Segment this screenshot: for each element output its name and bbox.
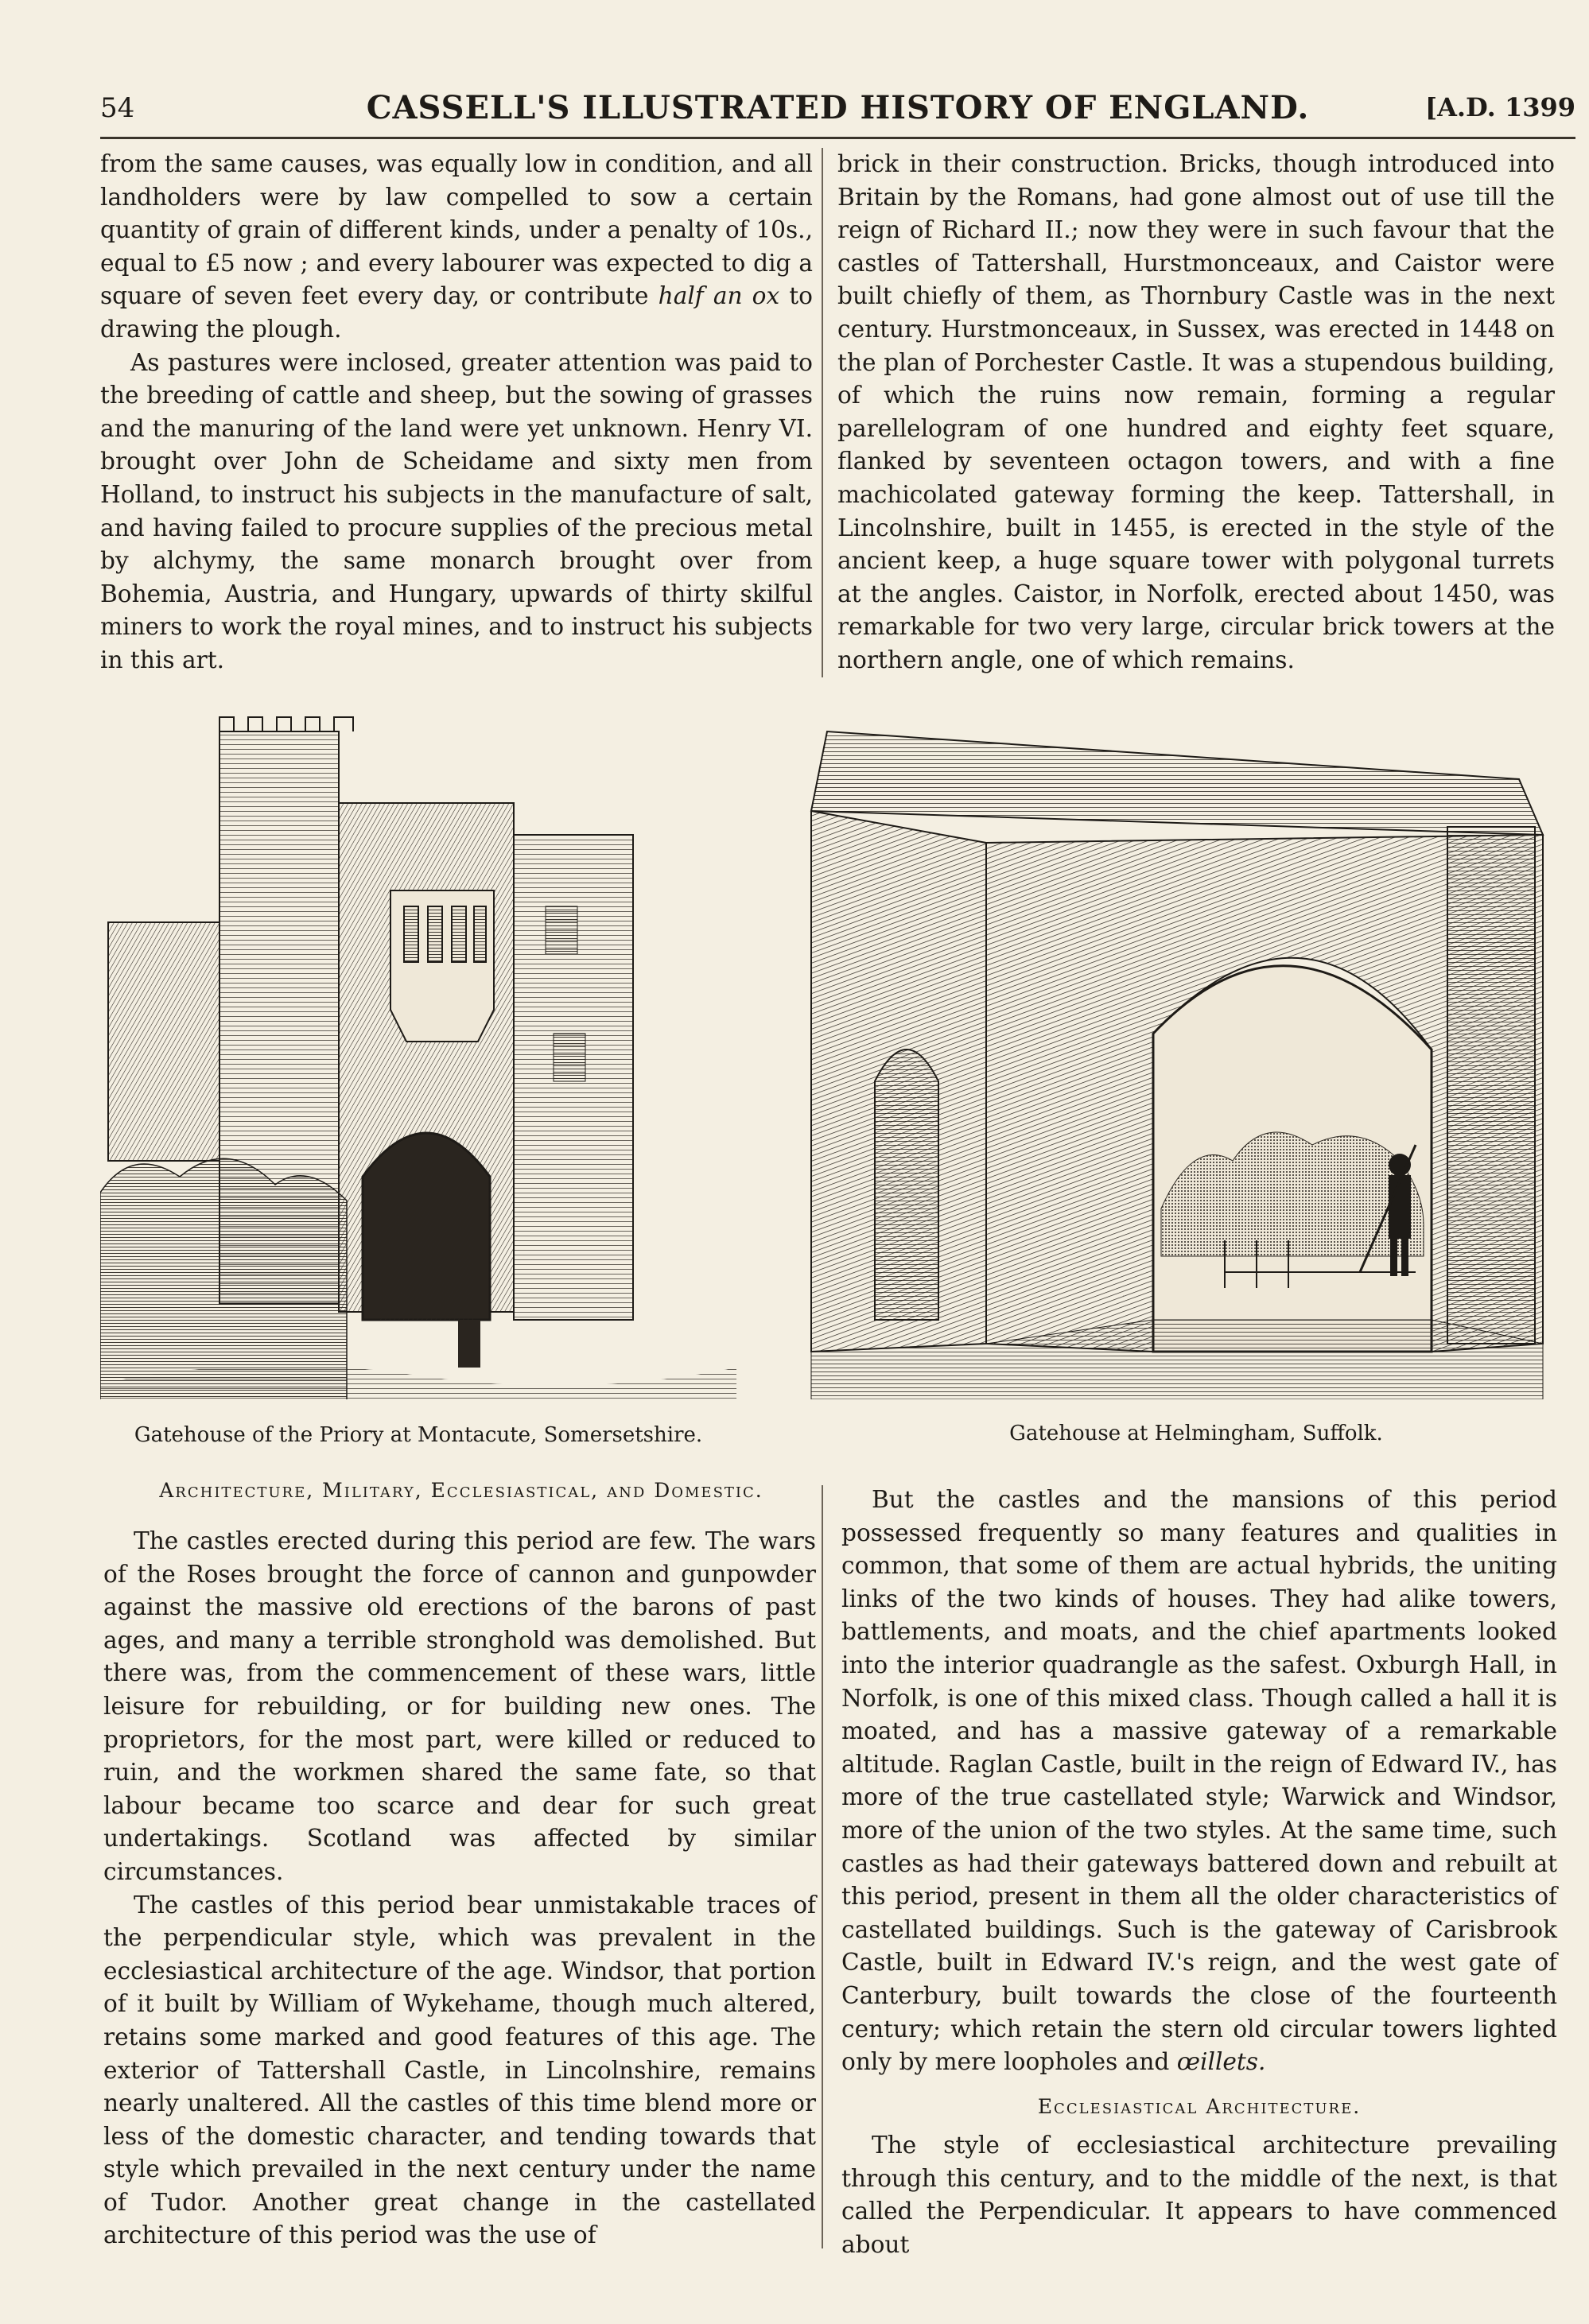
- column-divider-top: [822, 148, 823, 677]
- column-left-top: [100, 148, 813, 677]
- running-title: CASSELL'S ILLUSTRATED HISTORY OF ENGLAND.: [366, 89, 1310, 126]
- column-left-bottom: [103, 1525, 816, 2252]
- paragraph: The style of ecclesiastical architecture prevailing through this century, and to the middle of the next, is that called the Perpendicular. It appears to have commenced about: [841, 2132, 1557, 2259]
- paragraph: from the same causes, was equally low in condition, and all landholders were by law compelled to sow a certain quantity of grain of different kinds, under a penalty of 10s., equal to £5 now ; and every labourer was expected to dig a square of seven feet every day, or contribute half an ox to drawing the plough.: [100, 150, 813, 343]
- paragraph: The castles erected during this period are few. The wars of the Roses brought the force of cannon and gunpowder against the massive old erections of the barons of past ages, and many a terrible stronghold was demolished. But there was, from the commencement of these wars, little leisure for rebuilding, or for building new ones. The proprietors, for the most part, were killed or reduced to ruin, and the workmen shared the same fate, so that labour became too scarce and dear for such great undertakings. Scotland was affected by similar circumstances.: [103, 1527, 816, 1885]
- header-rule: [100, 137, 1575, 139]
- gatehouse-engraving: [100, 716, 736, 1399]
- figure-montacute-gatehouse: [100, 716, 736, 1399]
- caption-left: Gatehouse of the Priory at Montacute, Somersetshire.: [134, 1423, 703, 1447]
- column-right-bottom: [841, 1484, 1557, 2262]
- date-range: [A.D. 1399: [1424, 92, 1575, 122]
- gateway-engraving: [779, 716, 1575, 1399]
- paragraph: But the castles and the mansions of this period possessed frequently so many features and qualities in common, that some of them are actual hybrids, the uniting links of the two kinds of houses. They had alike towers, battlements, and moats, and the chief apartments looked into the interior quadrangle as the safest. Oxburgh Hall, in Norfolk, is one of this mixed class. Though called a hall it is moated, and has a massive gateway of a remarkable altitude. Raglan Castle, built in the reign of Edward IV., has more of the true castellated style; Warwick and Windsor, more of the union of the two styles. At the same time, such castles as had their gateways battered down and rebuilt at this period, present in them all the older characteristics of castellated buildings. Such is the gateway of Carisbrook Castle, built in Edward IV.'s reign, and the west gate of Canterbury, built towards the close of the fourteenth century; which retain the stern old circular towers lighted only by mere loopholes and œillets.: [841, 1486, 1557, 2076]
- caption-right: Gatehouse at Helmingham, Suffolk.: [1009, 1422, 1383, 1445]
- section-heading-ecclesiastical: Ecclesiastical Architecture.: [1037, 2094, 1362, 2118]
- section-heading-architecture: Architecture, Military, Ecclesiastical, and Domestic.: [159, 1479, 763, 1502]
- page-number: 54: [100, 92, 135, 124]
- paragraph: The castles of this period bear unmistakable traces of the perpendicular style, which was prevalent in the ecclesiastical architecture of the age. Windsor, that portion of it built by William of Wykehame, though much altered, retains some marked and good features of this age. The exterior of Tattershall Castle, in Lincolnshire, remains nearly unaltered. All the castles of this time blend more or less of the domestic character, and tending towards that style which prevailed in the next century under the name of Tudor. Another great change in the castellated architecture of this period was the use of: [103, 1891, 816, 2249]
- column-right-top: [837, 148, 1555, 677]
- figure-helmingham-gatehouse: [779, 716, 1575, 1399]
- paragraph: brick in their construction. Bricks, though introduced into Britain by the Romans, had gone almost out of use till the reign of Richard II.; now they were in such favour that the castles of Tattershall, Hurstmonceaux, and Caistor were built chiefly of them, as Thornbury Castle was in the next century. Hurstmonceaux, in Sussex, was erected in 1448 on the plan of Porchester Castle. It was a stupendous building, of which the ruins now remain, forming a regular parellelogram of one hundred and eighty feet square, flanked by seventeen octagon towers, and with a fine machicolated gateway forming the keep. Tattershall, in Lincolnshire, built in 1455, is erected in the style of the ancient keep, a huge square tower with polygonal turrets at the angles. Caistor, in Norfolk, erected about 1450, was remarkable for two very large, circular brick towers at the northern angle, one of which remains.: [837, 150, 1555, 673]
- column-divider-bottom: [822, 1485, 823, 2248]
- page-header: [100, 89, 1575, 130]
- paragraph: As pastures were inclosed, greater attention was paid to the breeding of cattle and sheep, but the sowing of grasses and the manuring of the land were yet unknown. Henry VI. brought over John de Scheidame and sixty men from Holland, to instruct his subjects in the manufacture of salt, and having failed to procure supplies of the precious metal by alchymy, the same monarch brought over from Bohemia, Austria, and Hungary, upwards of thirty skilful miners to work the royal mines, and to instruct his subjects in this art.: [100, 348, 813, 673]
